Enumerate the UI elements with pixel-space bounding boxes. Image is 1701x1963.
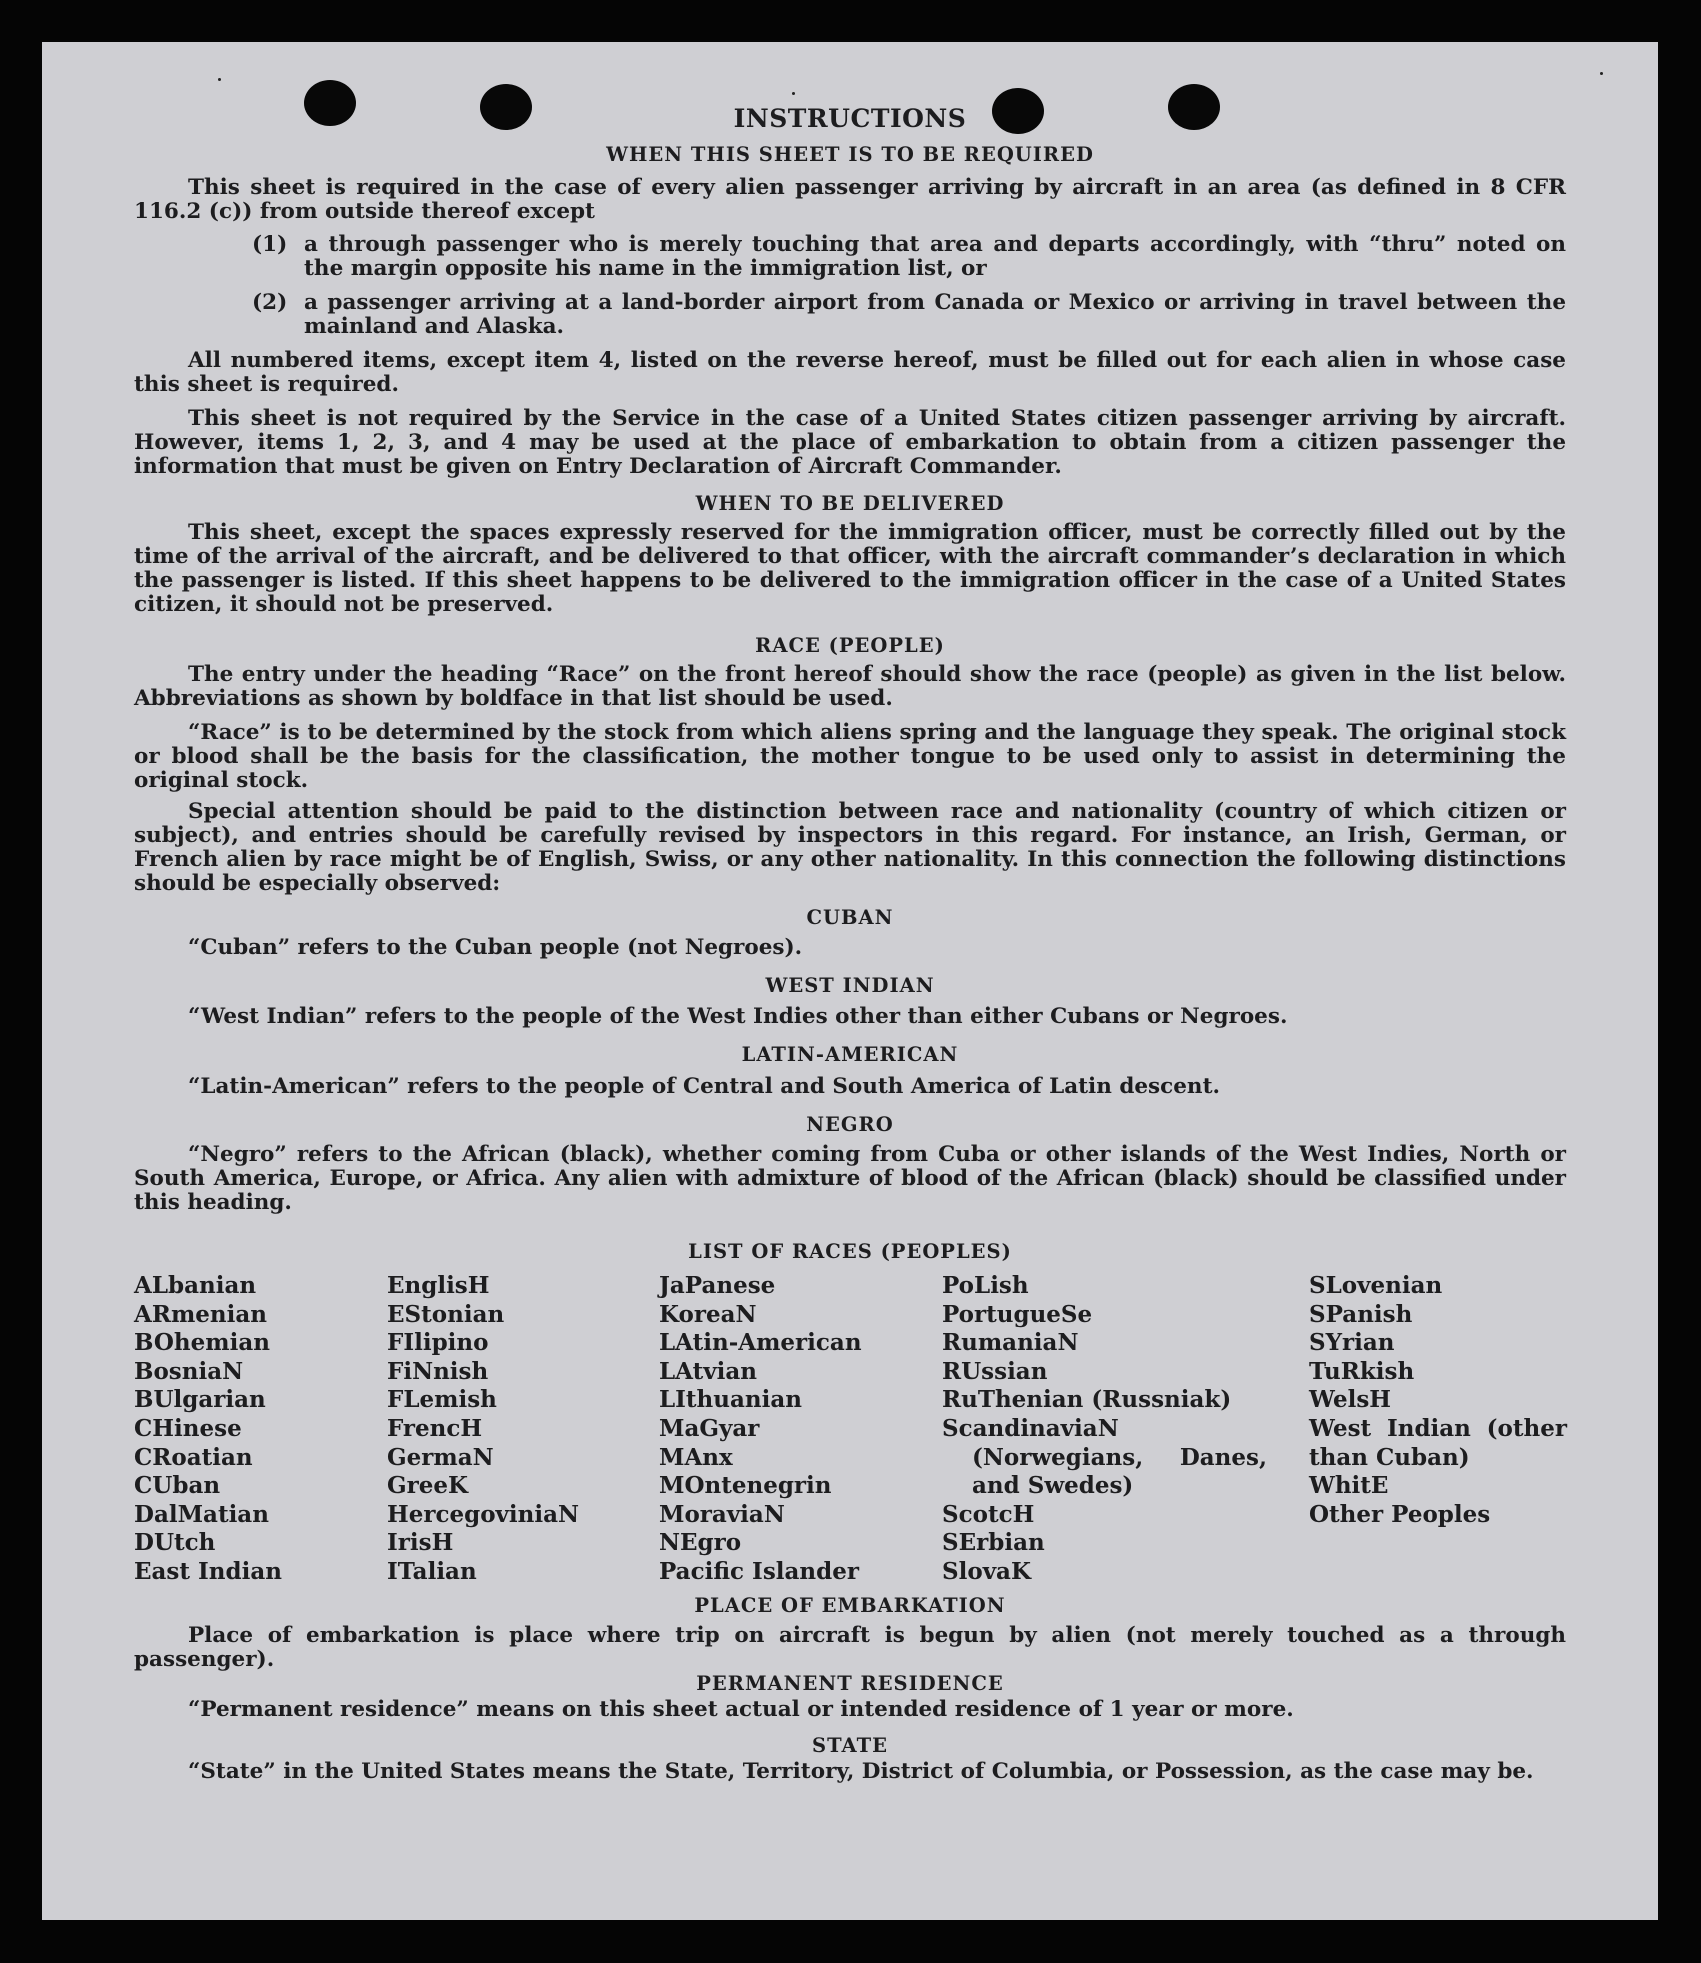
speck-icon	[792, 92, 795, 95]
race-item: PortugueSe	[942, 1300, 1093, 1328]
paragraph: “West Indian” refers to the people of the West Indies other than either Cubans or Negroes.	[188, 1004, 1288, 1029]
race-item: Other Peoples	[1309, 1500, 1491, 1528]
race-item: MOntenegrin	[659, 1472, 832, 1500]
paragraph: Special attention should be paid to the distinction between race and nationality (country of which citizen or subject), and entries should be carefully revised by inspectors in this regard. For instance, an Irish, German, or French alien by race might be of English, Swiss, or any other nationality. In this connection the following distinctions should be especially observed:	[134, 799, 1566, 896]
race-item: LAtvian	[659, 1357, 757, 1385]
paragraph: This sheet, except the spaces expressly reserved for the immigration officer, must be correctly filled out by the time of the arrival of the aircraft, and be delivered to that officer, with the aircraft commander’s declaration in which the passenger is listed. If this sheet happens to be delivered to the immigration officer in the case of a United States citizen, it should not be preserved.	[134, 520, 1566, 617]
paragraph: “State” in the United States means the State, Territory, District of Columbia, or Possession, as the case may be.	[188, 1759, 1534, 1784]
race-item: SYrian	[1309, 1329, 1395, 1357]
race-item: FIlipino	[387, 1329, 489, 1357]
section-heading: WHEN THIS SHEET IS TO BE REQUIRED	[606, 143, 1094, 166]
section-heading: STATE	[812, 1734, 888, 1757]
race-item: DalMatian	[134, 1500, 269, 1528]
section-heading: CUBAN	[806, 906, 894, 929]
race-item: KoreaN	[659, 1300, 757, 1328]
race-item: ITalian	[387, 1557, 477, 1585]
race-item: GreeK	[387, 1472, 469, 1500]
item-text: a passenger arriving at a land-border airport from Canada or Mexico or arriving in travel between the mainland and Alaska.	[304, 290, 1566, 339]
paragraph: The entry under the heading “Race” on the front hereof should show the race (people) as given in the list below. Abbreviations as shown by boldface in that list should be used.	[134, 662, 1566, 711]
race-item: CUban	[134, 1472, 221, 1500]
race-item: EnglisH	[387, 1272, 490, 1299]
section-heading: PLACE OF EMBARKATION	[694, 1594, 1006, 1617]
paragraph: Place of embarkation is place where trip on aircraft is begun by alien (not merely touched as a through passenger).	[134, 1623, 1566, 1672]
race-item: ARmenian	[134, 1300, 268, 1328]
race-item: Pacific Islander	[659, 1557, 859, 1585]
item-number: (2)	[252, 290, 288, 315]
race-item: BosniaN	[134, 1357, 244, 1385]
race-item: ScandinaviaN (Norwegians, Danes, and Swedes)	[942, 1414, 1267, 1500]
paragraph: This sheet is required in the case of every alien passenger arriving by aircraft in an area (as defined in 8 CFR 116.2 (c)) from outside thereof except	[134, 175, 1566, 224]
paragraph: “Latin-American” refers to the people of Central and South America of Latin descent.	[188, 1074, 1220, 1099]
race-item: FLemish	[387, 1386, 497, 1414]
section-heading: LIST OF RACES (PEOPLES)	[688, 1240, 1012, 1263]
section-heading: RACE (PEOPLE)	[755, 634, 945, 657]
race-item: RUssian	[942, 1357, 1048, 1385]
race-column	[659, 1272, 929, 1587]
list-item	[252, 291, 1566, 339]
race-item: West Indian (other than Cuban)	[1309, 1414, 1567, 1471]
section-heading: PERMANENT RESIDENCE	[696, 1672, 1004, 1695]
section-heading: WEST INDIAN	[765, 974, 935, 997]
race-column	[134, 1272, 384, 1587]
race-column	[387, 1272, 647, 1587]
race-item: RumaniaN	[942, 1329, 1079, 1357]
race-item: DUtch	[134, 1529, 216, 1557]
race-item: CHinese	[134, 1414, 242, 1442]
race-item: TuRkish	[1309, 1357, 1415, 1385]
race-item: East Indian	[134, 1557, 282, 1585]
race-column	[1309, 1272, 1569, 1529]
speck-icon	[1600, 72, 1603, 75]
paragraph: “Negro” refers to the African (black), whether coming from Cuba or other islands of the West Indies, North or South America, Europe, or Africa. Any alien with admixture of blood of the African (black) should be classified under this heading.	[134, 1142, 1566, 1215]
race-item: HercegoviniaN	[387, 1500, 580, 1528]
instruction-sheet	[42, 42, 1658, 1920]
race-item: WelsH	[1309, 1386, 1392, 1414]
race-column	[942, 1272, 1267, 1587]
race-item: LIthuanian	[659, 1386, 802, 1414]
race-item: MaGyar	[659, 1414, 760, 1442]
list-item	[252, 233, 1566, 281]
race-item: FrencH	[387, 1414, 483, 1442]
race-item: SPanish	[1309, 1300, 1413, 1328]
race-item: WhitE	[1309, 1472, 1389, 1500]
race-item: PoLish	[942, 1272, 1029, 1299]
race-item: SErbian	[942, 1529, 1045, 1557]
item-text: a through passenger who is merely touching that area and departs accordingly, with “thru” noted on the margin opposite his name in the immigration list, or	[304, 232, 1566, 281]
page-title: INSTRUCTIONS	[733, 104, 967, 133]
race-item: JaPanese	[659, 1272, 776, 1299]
race-item: RuThenian (Russniak)	[942, 1386, 1232, 1414]
race-item: GermaN	[387, 1443, 494, 1471]
race-item: ALbanian	[134, 1272, 257, 1299]
race-item: BUlgarian	[134, 1386, 266, 1414]
paragraph: All numbered items, except item 4, listed on the reverse hereof, must be filled out for each alien in whose case this sheet is required.	[134, 348, 1566, 397]
race-item: CRoatian	[134, 1443, 253, 1471]
speck-icon	[218, 78, 221, 81]
section-heading: NEGRO	[806, 1113, 894, 1136]
section-heading: LATIN-AMERICAN	[741, 1043, 959, 1066]
race-item: SLovenian	[1309, 1272, 1443, 1299]
race-item: MoraviaN	[659, 1500, 785, 1528]
race-item: BOhemian	[134, 1329, 270, 1357]
paragraph: “Permanent residence” means on this sheet actual or intended residence of 1 year or more.	[188, 1697, 1294, 1722]
race-item: MAnx	[659, 1443, 733, 1471]
item-number: (1)	[252, 232, 288, 257]
race-item: LAtin-American	[659, 1329, 862, 1357]
race-item: IrisH	[387, 1529, 454, 1557]
paragraph: “Race” is to be determined by the stock from which aliens spring and the language they speak. The original stock or blood shall be the basis for the classification, the mother tongue to be used only to assist in determining the original stock.	[134, 720, 1566, 793]
race-item: EStonian	[387, 1300, 505, 1328]
race-item: ScotcH	[942, 1500, 1035, 1528]
paragraph: This sheet is not required by the Service in the case of a United States citizen passenger arriving by aircraft. However, items 1, 2, 3, and 4 may be used at the place of embarkation to obtain from a citizen passenger the information that must be given on Entry Declaration of Aircraft Commander.	[134, 406, 1566, 479]
race-item: FiNnish	[387, 1357, 489, 1385]
paragraph: “Cuban” refers to the Cuban people (not Negroes).	[188, 935, 803, 960]
race-item: SlovaK	[942, 1557, 1031, 1585]
race-item: NEgro	[659, 1529, 742, 1557]
section-heading: WHEN TO BE DELIVERED	[695, 492, 1005, 515]
